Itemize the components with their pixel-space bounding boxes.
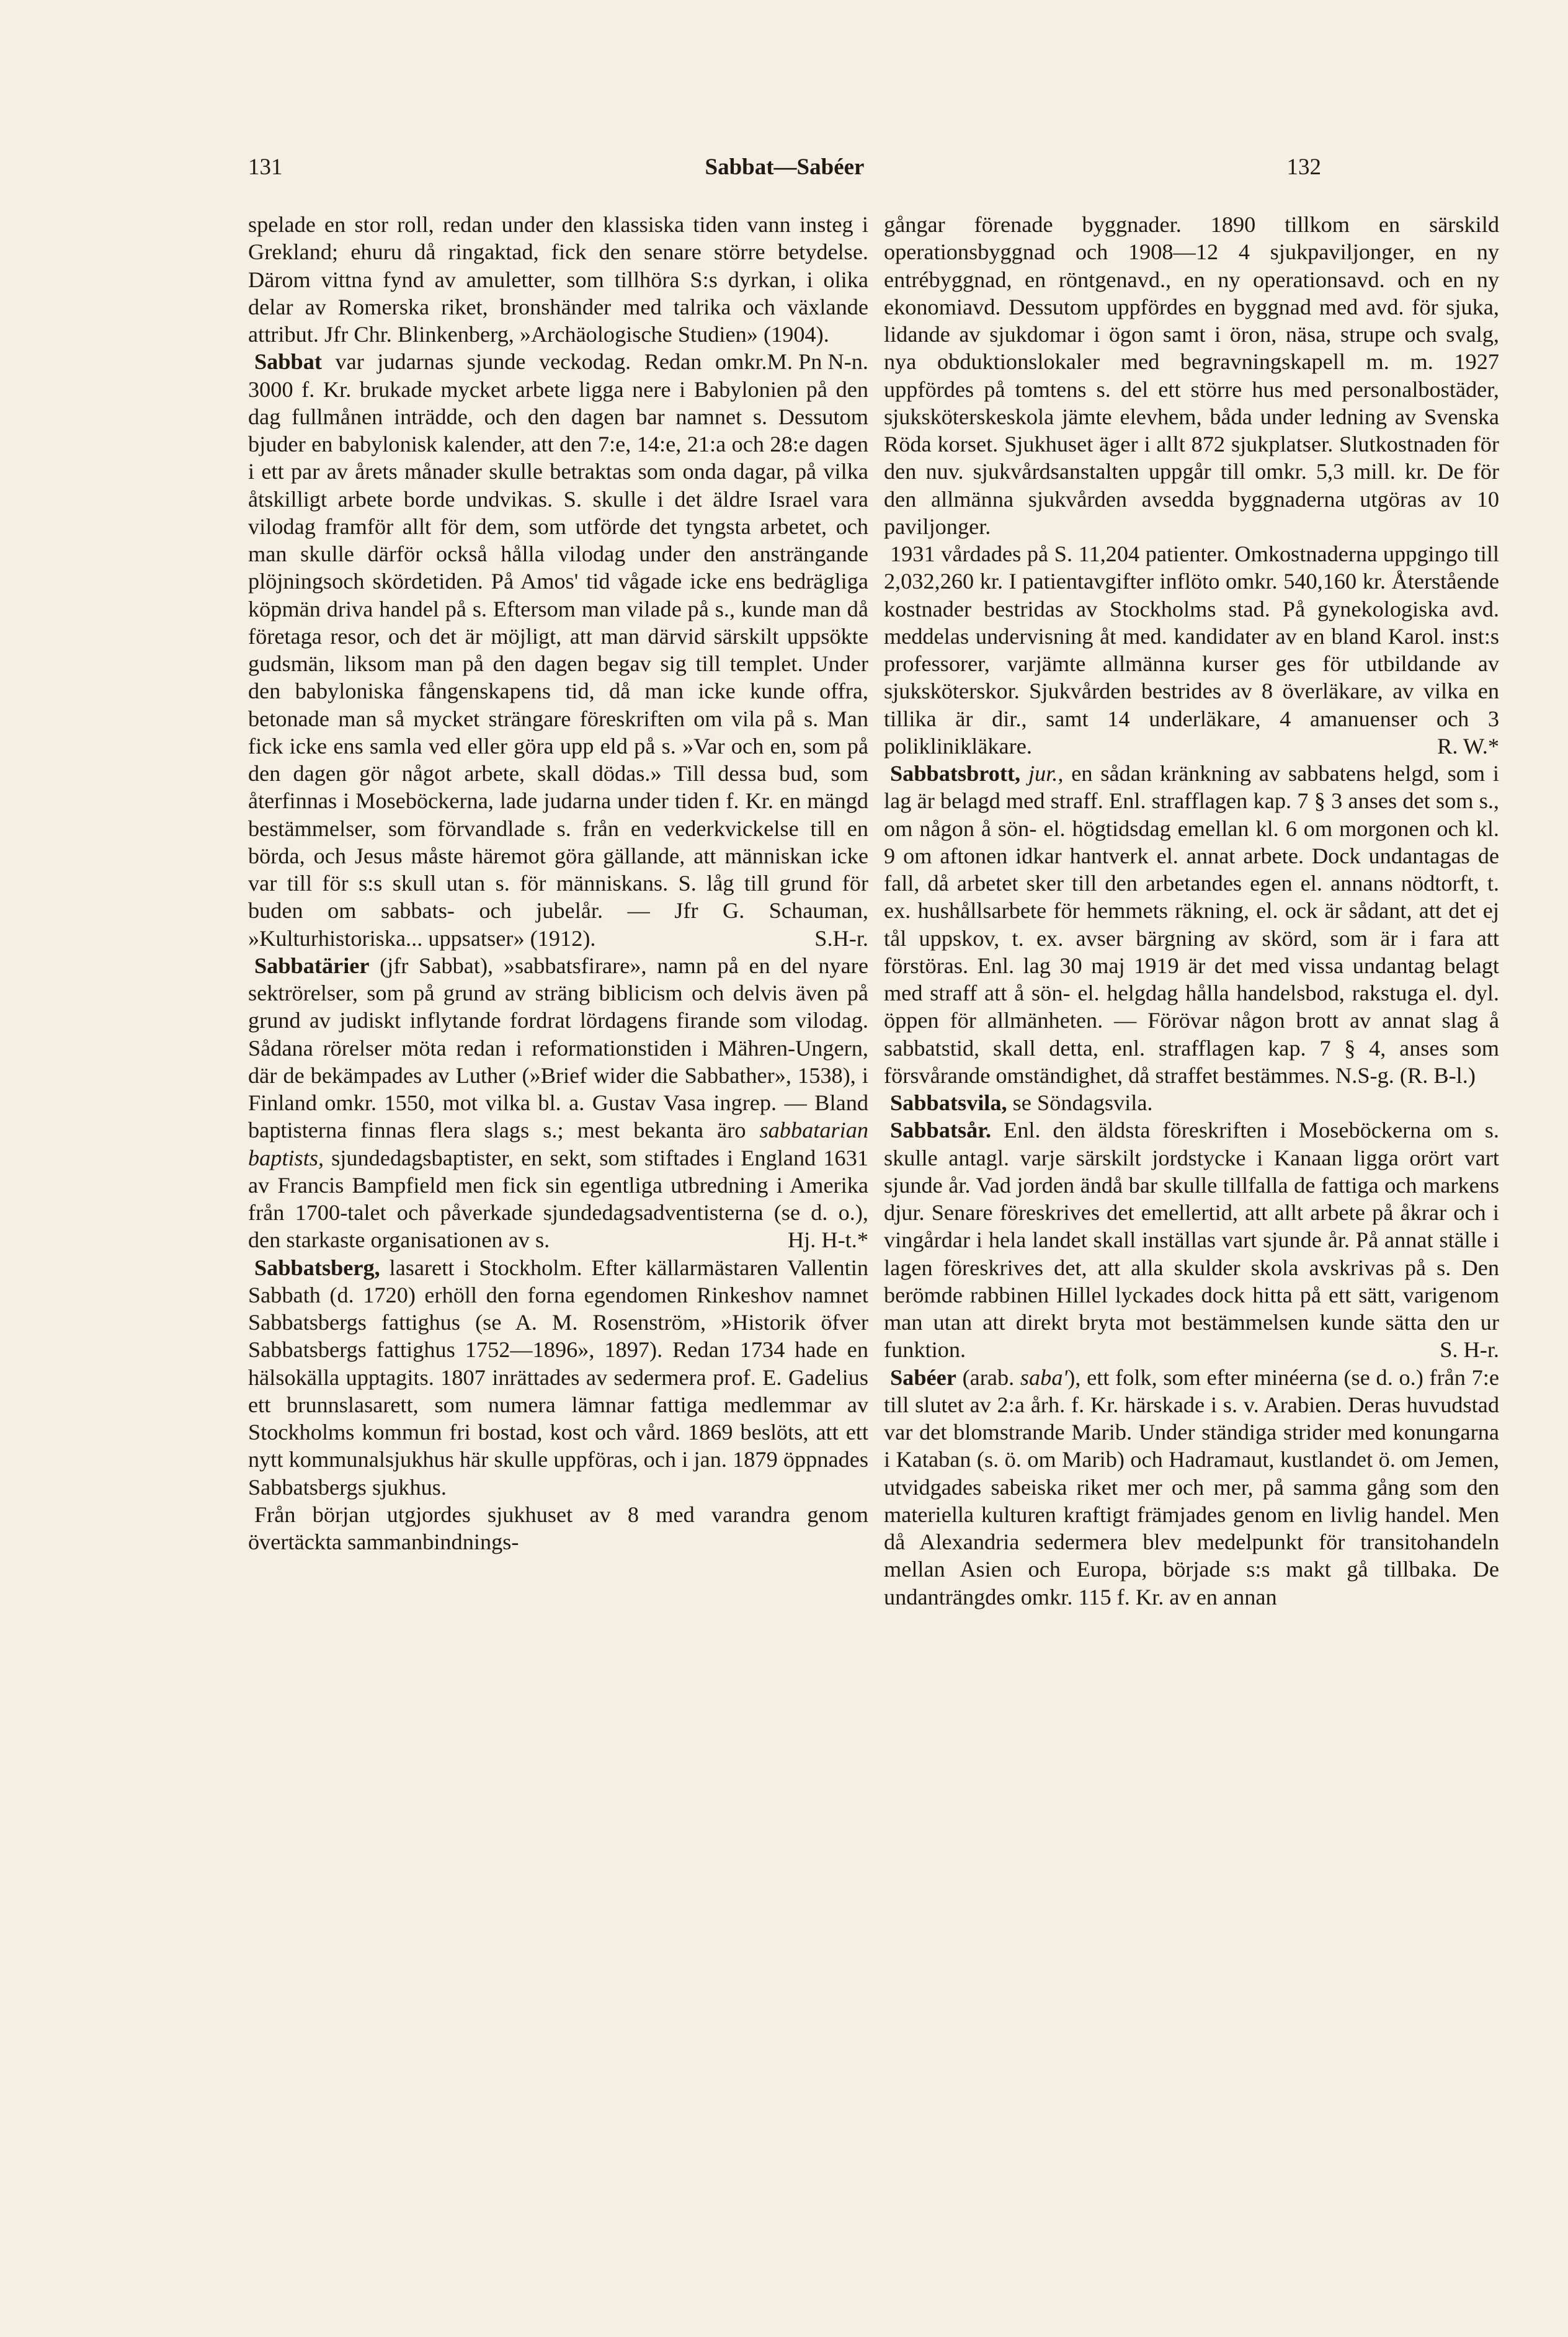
entry-headword: Sabbatsbrott, — [890, 761, 1021, 786]
author-signature: R. W.* — [1437, 733, 1499, 759]
entry-headword: Sabbat — [254, 349, 322, 375]
author-signature: M. Pn N-n. — [767, 349, 868, 375]
entry-continuation-para2: 1931 vårdades på S. 11,204 patienter. Omkostnaderna uppgingo till 2,032,260 kr. I patientavgifter inflöto omkr. 540,160 kr. Återstående kostnader bestridas av Stockholms stad. På gynekologiska avd. meddelas undervisning åt med. kandidater av en bland Karol. inst:s professorer, varjämte allmänna kurser ges för utbildande av sjuksköterskor. Sjukvården bestrides av 8 överläkare, av vilka en tillika är dir., samt 14 underläkare, 4 amanuenser och 3 poliklinikläkare. R. W.* — [884, 540, 1499, 760]
entry-continuation: gångar förenade byggnader. 1890 tillkom en särskild operationsbyggnad och 1908—12 4 sjukpaviljonger, en ny entrébyggnad, en röntgenavd., en ny operationsavd. och en ny ekonomiavd. Dessutom uppfördes en byggnad med avd. för sjuka, lidande av sjukdomar i ögon samt i öron, näsa, strupe och svalg, nya obduktionslokaler med begravningskapell m. m. 1927 uppfördes på tomtens s. del ett större hus med personalbostäder, sjuksköterskeskola jämte elevhem, båda under ledning av Svenska Röda korset. Sjukhuset äger i allt 872 sjukplatser. Slutkostnaden för den nuv. sjukvårdsanstalten uppgår till omkr. 5,3 mill. kr. De för den allmänna sjukvården avsedda byggnaderna utgöras av 10 paviljonger. — [884, 212, 1499, 539]
left-column — [248, 211, 868, 2307]
entry-sabbat: Sabbat var judarnas sjunde veckodag. Redan omkr. 3000 f. Kr. brukade mycket arbete ligga nere i Babylonien på den dag fullmånen inträdde, och den dagen bar namnet s. Dessutom bjuder en babylonisk kalender, att den 7:e, 14:e, 21:a och 28:e dagen i ett par av årets månader skulle betraktas som onda dagar, på vilka åtskilligt arbete borde undvikas. S. skulle i det äldre Israel vara vilodag framför allt för dem, som utförde det tyngsta arbetet, och man skulle därför också hålla vilodag under den ansträngande plöjningsoch skördetiden. På Amos' tid vågade icke ens bedrägliga köpmän driva handel på s. Eftersom man vilade på s., kunde man då företaga resor, och det är möjligt, att man därvid särskilt uppsökte gudsmän, liksom man på den dagen begav sig till templet. Under den babyloniska fångenskapens tid, då man icke kunde offra, betonade man så mycket strängare föreskriften om vila på s. Man fick icke ens samla ved eller göra upp eld på s. »Var och en, som på den dagen gör något arbete, skall dödas.» Till dessa bud, som återfinnas i Moseböckerna, lade judarna under tiden f. Kr. en mängd bestämmelser, som förvandlade s. från en vederkvickelse till en börda, och Jesus måste häremot göra gällande, att människan icke var till för s:s skull utan s. för människans. S. låg till grund för buden om sabbats- och jubelår. — Jfr G. Schauman, »Kulturhistoriska... uppsatser» (1912). S.H-r. — [248, 348, 868, 952]
entry-sabbatsar: Sabbatsår. Enl. den äldsta föreskriften i Moseböckerna om s. skulle antagl. varje särskilt jordstycke i Kanaan ligga orört vart sjunde år. Vad jorden ändå bar skulle tillfalla de fattiga och markens djur. Senare föreskrives det emellertid, att allt arbete på åkrar och i vingårdar i hela landet skall inställas vart sjunde år. På annat ställe i lagen föreskrives det, att alla skulder skola avskrivas på s. Den berömde rabbinen Hillel lyckades dock hitta på ett sätt, varigenom man utan att direkt bryta mot bestämmelsen kunde sätta den ur funktion. S. H-r. — [884, 1116, 1499, 1363]
entry-sabbatarier: Sabbatärier (jfr Sabbat), »sabbatsfirare», namn på en del nyare sektrörelser, som på grund av sträng biblicism och delvis även på grund av judiskt inflytande fordrat lördagens firande som vilodag. Sådana rörelser möta redan i reformationstiden i Mähren-Ungern, där de bekämpades av Luther (»Brief wider die Sabbather», 1538), i Finland omkr. 1550, mot vilka bl. a. Gustav Vasa ingrep. — Bland baptisterna finnas flera slags s.; mest bekanta äro sabbatarian baptists, sjundedagsbaptister, en sekt, som stiftades i England 1631 av Francis Bampfield men fick sin egentliga utbredning i Amerika från 1700-talet och påverkade sjundedagsadventisterna (se d. o.), den starkaste organisationen av s. Hj. H-t.* — [248, 952, 868, 1254]
right-column — [884, 211, 1499, 2307]
entry-sabbatsbrott: Sabbatsbrott, jur., en sådan kränkning av sabbatens helgd, som i lag är belagd med straff. Enl. strafflagen kap. 7 § 3 anses det som s., om någon å sön- el. högtidsdag emellan kl. 6 om morgonen och kl. 9 om aftonen idkar hantverk el. annat arbete. Dock undantagas de fall, då arbetet sker till den arbetandes egen el. annans nödtorft, t. ex. hushållsarbete för hemmets räkning, el. ock är sådant, att det ej tål uppskov, t. ex. avser bärgning av skörd, som är i fara att förstöras. Enl. lag 30 maj 1919 är det med vissa undantag belagt med straff att å sön- el. helgdag hålla handelsbod, rakstuga el. dyl. öppen för allmänheten. — Förövar någon brott av annat slag å sabbatstid, skall detta, enl. strafflagen kap. 7 § 4, anses som försvårande omständighet, då straffet bestämmes. N.S-g. (R. B-l.) — [884, 761, 1499, 1088]
entry-continuation: spelade en stor roll, redan under den klassiska tiden vann insteg i Grekland; ehuru då ringaktad, fick den senare större betydelse. Därom vittna fynd av amuletter, som tillhöra S:s dyrkan, i olika delar av Romerska riket, bronshänder med talrika och växlande attribut. Jfr Chr. Blinkenberg, »Archäologische Studien» (1904). M. Pn N-n. — [248, 211, 868, 348]
entry-headword: Sabbatärier — [254, 953, 370, 978]
entry-sabbatsberg-para2: Från början utgjordes sjukhuset av 8 med varandra genom övertäckta sammanbindnings- — [248, 1502, 868, 1554]
entry-headword: Sabéer — [890, 1364, 956, 1390]
author-signature: S.H-r. — [814, 925, 868, 951]
page-number-right: 132 — [1286, 154, 1321, 180]
entry-sabbatsvila: Sabbatsvila, se Söndagsvila. — [890, 1090, 1153, 1115]
entry-sabeer: Sabéer (arab. saba'), ett folk, som efter minéerna (se d. o.) från 7:e till slutet av 2:a årh. f. Kr. härskade i s. v. Arabien. Deras huvudstad var det blomstrande Marib. Under ständiga strider med konungarna i Kataban (s. ö. om Marib) och Hadramaut, kustlandet ö. om Jemen, utvidgades sabeiska riket mer och mer, på samma gång som den materiella kulturen kraftigt främjades genom en livlig handel. Men då Alexandria sedermera blev medelpunkt för transitohandeln mellan Asien och Europa, började s:s makt gå tillbaka. De undanträngdes omkr. 115 f. Kr. av en annan — [884, 1364, 1499, 1609]
page-number-left: 131 — [248, 154, 283, 180]
running-title: Sabbat—Sabéer — [705, 154, 865, 180]
author-signature: S. H-r. — [1440, 1337, 1499, 1363]
entry-sabbatsberg: Sabbatsberg, lasarett i Stockholm. Efter källarmästaren Vallentin Sabbath (d. 1720) erhöll den forna egendomen Rinkeshov namnet Sabbatsbergs fattighus (se A. M. Rosenström, »Historik öfver Sabbatsbergs fattighus 1752—1896», 1897). Redan 1734 hade en hälsokälla upptagits. 1807 inrättades av sedermera prof. E. Gadelius ett brunnslasarett, som numera lämnar fattiga medlemmar av Stockholms kommun fri bostad, kost och vård. 1869 beslöts, att ett nytt kommunalsjukhus här skulle uppföras, och i jan. 1879 öppnades Sabbatsbergs sjukhus. — [248, 1255, 868, 1500]
running-header — [248, 154, 1321, 191]
entry-headword: Sabbatsår. — [890, 1118, 992, 1143]
author-signature: Hj. H-t.* — [787, 1227, 868, 1253]
entry-headword: Sabbatsvila, — [890, 1090, 1007, 1115]
entry-headword: Sabbatsberg, — [254, 1255, 380, 1280]
